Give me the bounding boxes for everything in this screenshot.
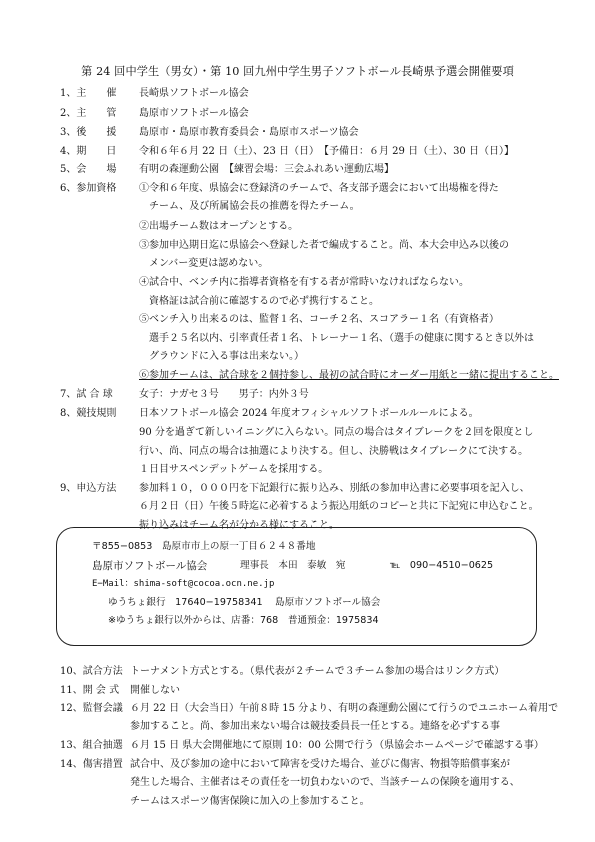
item-text: ①令和６年度、県協会に登録済のチームで、各支部予選会において出場権を得た: [139, 183, 499, 194]
bank-other-info: ※ゆうちょ銀行以外からは、店番：768 普通預金：1975834: [108, 615, 379, 626]
item-text: ６月 22 日（大会当日）午前８時 15 分より、有明の森運動公園にて行うのでユニホーム着用で: [130, 703, 559, 714]
item-number: 5、会 場: [60, 164, 117, 175]
bank-account: ゆうちょ銀行 17640−19758341: [108, 597, 263, 608]
qual-line: 選手２５名以内、引率責任者１名、トレーナー１名、（選手の健康に関するとき以外は: [139, 333, 534, 344]
item-number: 13、組合抽選: [60, 740, 123, 751]
qual-line: チーム、及び所属協会長の推薦を得たチーム。: [139, 201, 360, 212]
item-number: 12、監督会議: [60, 703, 123, 714]
item-number: 7、試 合 球: [60, 389, 113, 400]
item-number: 1、主 催: [60, 88, 117, 99]
item-text: 90 分を過ぎて新しいイニングに入らない。同点の場合はタイブレークを２回を限度とし: [139, 427, 534, 438]
item-number: 14、傷害措置: [60, 759, 123, 770]
bank-holder: 島原市ソフトボール協会: [275, 597, 381, 608]
qual-line: ④試合中、ベンチ内に指導者資格を有する者が常時いなければならない。: [139, 277, 469, 288]
item-text: 発生した場合、主催者はその責任を一切負わないので、当該チームの保険を適用する、: [130, 777, 520, 788]
email-address: E−Mail：shima-soft@cocoa.ocn.ne.jp: [92, 579, 275, 589]
qual-line: メンバー変更は認めない。: [139, 258, 269, 269]
qual-line: ②出場チーム数はオープンとする。: [139, 221, 299, 232]
item-text: 日本ソフトボール協会 2024 年度オフィシャルソフトボールルールによる。: [139, 408, 479, 419]
item-text: 振り込みはチーム名が分かる様にすること。: [139, 520, 339, 531]
item-text: 試合中、及び参加の途中において障害を受けた場合、並びに傷害、物損等賠償事案が: [130, 759, 510, 770]
item-text: １日目サスペンデットゲームを採用する。: [139, 464, 329, 475]
item-text: ６月２日（日）午後５時迄に必着するよう振込用紙のコピーと共に下記宛に申込むこと。: [139, 501, 539, 512]
item-text: 行い、尚、同点の場合は抽選により決する。但し、決勝戦はタイブレークにて決する。: [139, 446, 529, 457]
item-number: 11、開 会 式: [60, 685, 120, 696]
item-number: 10、試合方法: [60, 666, 123, 677]
item-number: 9、申込方法: [60, 483, 117, 494]
item-text: ６月 15 日 県大会開催地にて原則 10：00 公開で行う（県協会ホームページで確認する事）: [130, 740, 544, 751]
qual-line: ⑤ベンチ入り出来るのは、監督１名、コーチ２名、スコアラー１名（有資格者）: [139, 314, 499, 325]
item-text: トーナメント方式とする。（県代表が２チームで３チーム参加の場合はリンク方式）: [130, 666, 505, 677]
item-number: 3、後 援: [60, 127, 117, 138]
item-text: 女子：ナガセ３号 男子：内外３号: [139, 389, 309, 400]
item-text: 参加料１０，０００円を下記銀行に振り込み、別紙の参加申込書に必要事項を記入し、: [139, 483, 530, 494]
qual-line: ③参加申込期日迄に県協会へ登録した者で編成すること。尚、本大会申込み以後の: [139, 240, 509, 251]
item-text: 長崎県ソフトボール協会: [139, 88, 249, 99]
document-title: 第 24 回中学生（男女）・第 10 回九州中学生男子ソフトボール長崎県予選会開催要項: [81, 65, 514, 78]
phone-number: ℡ 090−4510−0625: [390, 560, 494, 571]
qual-line-underlined: ⑥参加チームは、試合球を２個持参し、最初の試合時にオーダー用紙と一緒に提出すること。: [139, 370, 559, 381]
qual-line: 資格証は試合前に確認するので必ず携行すること。: [139, 296, 379, 307]
item-number: 4、期 日: [60, 146, 117, 157]
item-number: 8、競技規則: [60, 408, 117, 419]
item-text: 島原市ソフトボール協会: [139, 108, 249, 119]
organization-name: 島原市ソフトボール協会: [92, 560, 208, 572]
postal-address: 〒855−0853 島原市市上の原一丁目６２４８番地: [92, 541, 316, 552]
item-text: 島原市・島原市教育委員会・島原市スポーツ協会: [139, 127, 359, 138]
item-text: チームはスポーツ傷害保険に加入の上参加すること。: [130, 796, 370, 807]
item-number: 6、参加資格: [60, 183, 117, 194]
item-number: 2、主 管: [60, 108, 117, 119]
item-text: 令和６年６月 22 日（土）、23 日（日） 【予備日：６月 29 日（土）、30 日（日）】: [139, 146, 514, 157]
item-text: 参加すること。尚、参加出来ない場合は競技委員長一任とする。連絡を必ずする事: [130, 721, 500, 732]
item-text: 有明の森運動公園 【練習会場：三会ふれあい運動広場】: [139, 164, 394, 175]
item-text: 開催しない: [130, 685, 180, 696]
qual-line: グラウンドに入る事は出来ない。）: [139, 351, 304, 362]
director-name: 理事長 本田 泰敏 宛: [240, 560, 346, 571]
